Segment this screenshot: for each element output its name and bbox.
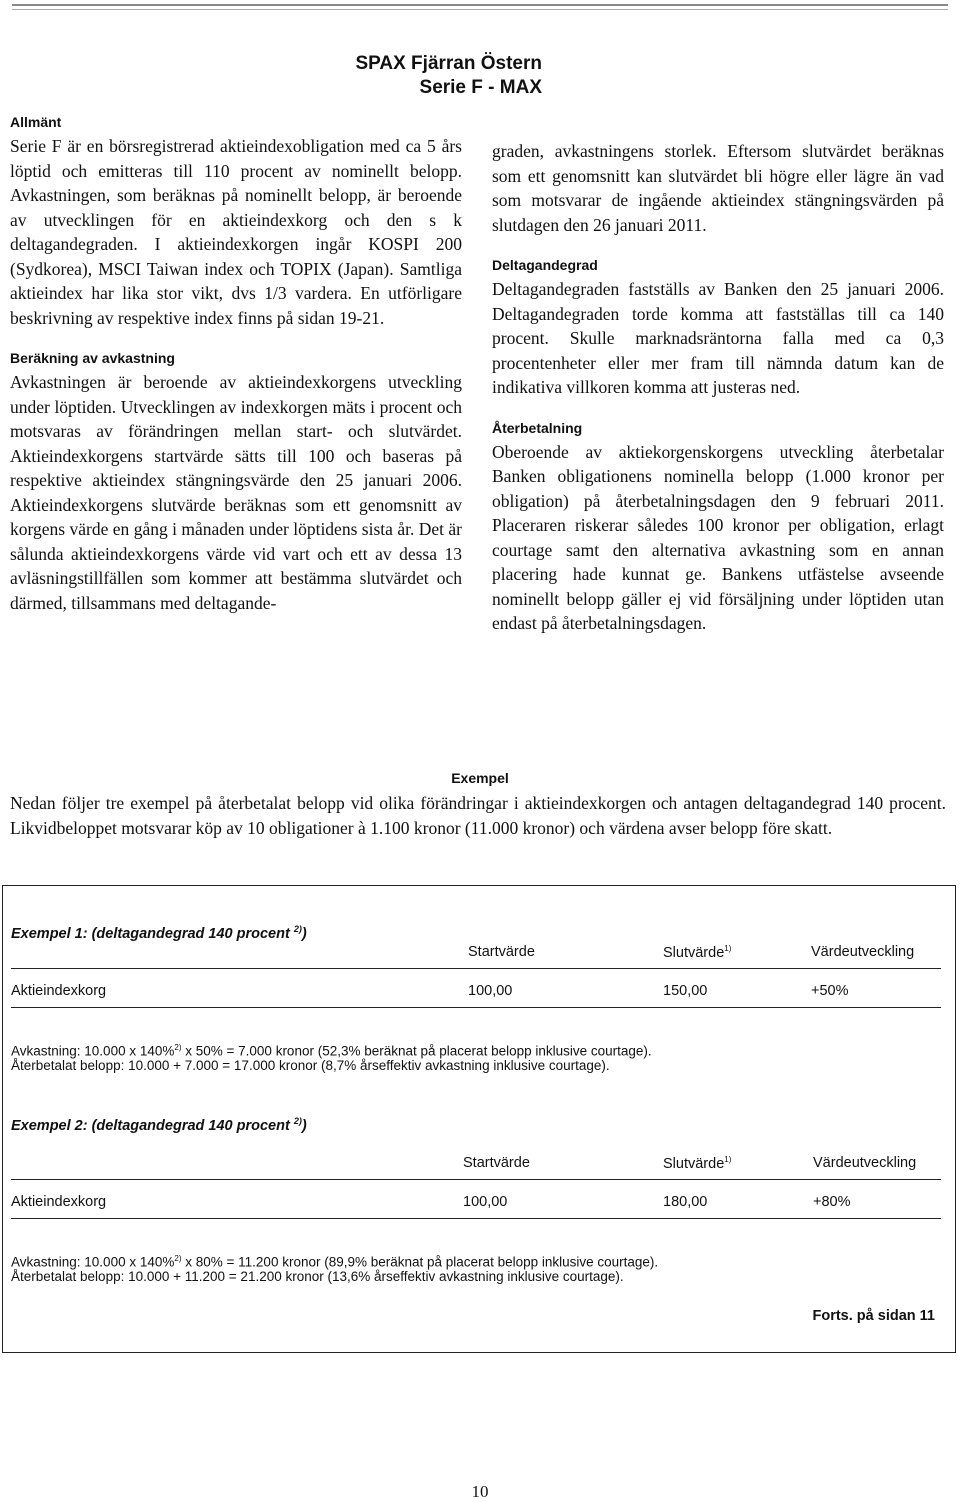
examples-box [2,885,956,1353]
example-1-utveckling: +50% [811,983,849,999]
row-divider [11,1218,941,1219]
right-column [492,139,944,636]
header-divider [11,1179,941,1180]
example-2-utveckling: +80% [813,1194,851,1210]
paragraph-aterbetalning: Oberoende av aktiekorgenskorgens utveckling återbetalar Banken obligationens nominella belopp (1.000 kronor per obligation) på återbetalningsdagen den 9 februari 2011. Placeraren riskerar således 100 kronor per obligation, erlagt courtage samt den alternativa avkastning som en annan placering hade kunnat ge. Bankens utfästelse avseende nominellt belopp gäller ej vid försäljning under löptiden utan endast på återbetalningsdagen. [492,441,944,633]
example-1-start: 100,00 [468,983,513,999]
page-number: 10 [471,1482,489,1501]
example-2-aterbetalat: Återbetalat belopp: 10.000 + 11.200 = 21.200 kronor (13,6% årseffektiv avkastning inklusive courtage). [11,1269,624,1284]
heading-allmant: Allmänt [10,114,62,130]
column-header-utveckling: Värdeutveckling [813,1155,917,1171]
left-column [10,112,462,615]
row-divider [11,1007,941,1008]
example-2-avkastning: Avkastning: 10.000 x 140%$^{2)}$ x 80% = 11.200 kronor (89,9% beräknat på placerat belopp inklusive courtage). [11,1254,659,1270]
column-header-start: Startvärde [463,1155,530,1171]
example-1-row-label: Aktieindexkorg [11,983,107,999]
top-rule-thin [12,9,948,10]
paragraph-continuation: graden, avkastningens storlek. Eftersom slutvärdet beräknas som ett genomsnitt kan slutvärdet bli högre eller lägre än vad som motsvarar de ingående aktieindex stängningsvärden på slutdagen den 26 januari 2011. [492,141,944,235]
exempel-intro: Nedan följer tre exempel på återbetalat belopp vid olika förändringar i aktieindexkorgen och antagen deltagandegrad 140 procent. Likvidbeloppet motsvarar köp av 10 obligationer à 1.100 kronor (11.000 kronor) och värdena avser belopp före skatt. [10,793,946,838]
example-2-row-label: Aktieindexkorg [11,1194,107,1210]
example-2-start: 100,00 [463,1194,508,1210]
column-header-slut: Slutvärde$^{1)}$ [663,1155,732,1172]
column-header-utveckling: Värdeutveckling [811,944,915,960]
example-1-aterbetalat: Återbetalat belopp: 10.000 + 7.000 = 17.000 kronor (8,7% årseffektiv avkastning inklusive courtage). [11,1058,610,1073]
example-1-title: Exempel 1: (deltagandegrad 140 procent $^{2)}$) [11,924,307,942]
document-header [355,52,542,100]
example-1-slut: 150,00 [663,983,708,999]
column-header-start: Startvärde [468,944,535,960]
example-2-slut: 180,00 [663,1194,708,1210]
continued-note: Forts. på sidan 11 [812,1308,935,1324]
example-1-avkastning: Avkastning: 10.000 x 140%$^{2)}$ x 50% = 7.000 kronor (52,3% beräknat på placerat belopp inklusive courtage). [11,1043,652,1059]
exempel-heading: Exempel [451,770,509,786]
header-subtitle: Serie F - MAX [419,77,542,98]
example-2-title: Exempel 2: (deltagandegrad 140 procent $^{2)}$) [11,1116,307,1134]
paragraph-allmant: Serie F är en börsregistrerad aktieindexobligation med ca 5 års löptid och emitteras till 110 procent av nominellt belopp. Avkastningen, som beräknas på nominellt belopp, är beroende av utvecklingen för en aktieindexkorg och den s k deltagandegraden. I aktieindexkorgen ingår KOSPI 200 (Sydkorea), MSCI Taiwan index och TOPIX (Japan). Samtliga aktieindex har lika stor vikt, dvs 1/3 vardera. En utförligare beskrivning av respektive index finns på sidan 19-21. [10,136,462,328]
paragraph-deltagandegrad: Deltagandegraden fastställs av Banken den 25 januari 2006. Deltagandegraden torde komma att fastställas till ca 140 procent. Skulle marknadsräntorna falla med ca 0,3 procentenheter eller mer fram till nämnda datum kan de indikativa villkoren komma att justeras ned. [492,279,944,397]
heading-aterbetalning: Återbetalning [492,419,583,436]
heading-berakning: Beräkning av avkastning [10,350,175,366]
heading-deltagandegrad: Deltagandegrad [492,257,598,273]
header-title: SPAX Fjärran Östern [355,53,542,74]
top-rule [12,4,948,6]
header-divider [11,968,941,969]
column-header-slut: Slutvärde$^{1)}$ [663,944,732,961]
paragraph-berakning: Avkastningen är beroende av aktieindexkorgens utveckling under löptiden. Utvecklingen av indexkorgen mäts i procent och motsvaras av förändringen mellan start- och slutvärdet. Aktieindexkorgens startvärde sätts till 100 och baseras på respektive aktieindex stängningsvärde den 25 januari 2006. Aktieindexkorgens slutvärde beräknas som ett genomsnitt av korgens värde en gång i månaden under löptidens sista år. Det är sålunda aktieindexkorgens värde vid vart och ett av dessa 13 avläsningstillfällen som kommer att bestämma slutvärdet och därmed, tillsammans med deltagande- [10,372,462,613]
